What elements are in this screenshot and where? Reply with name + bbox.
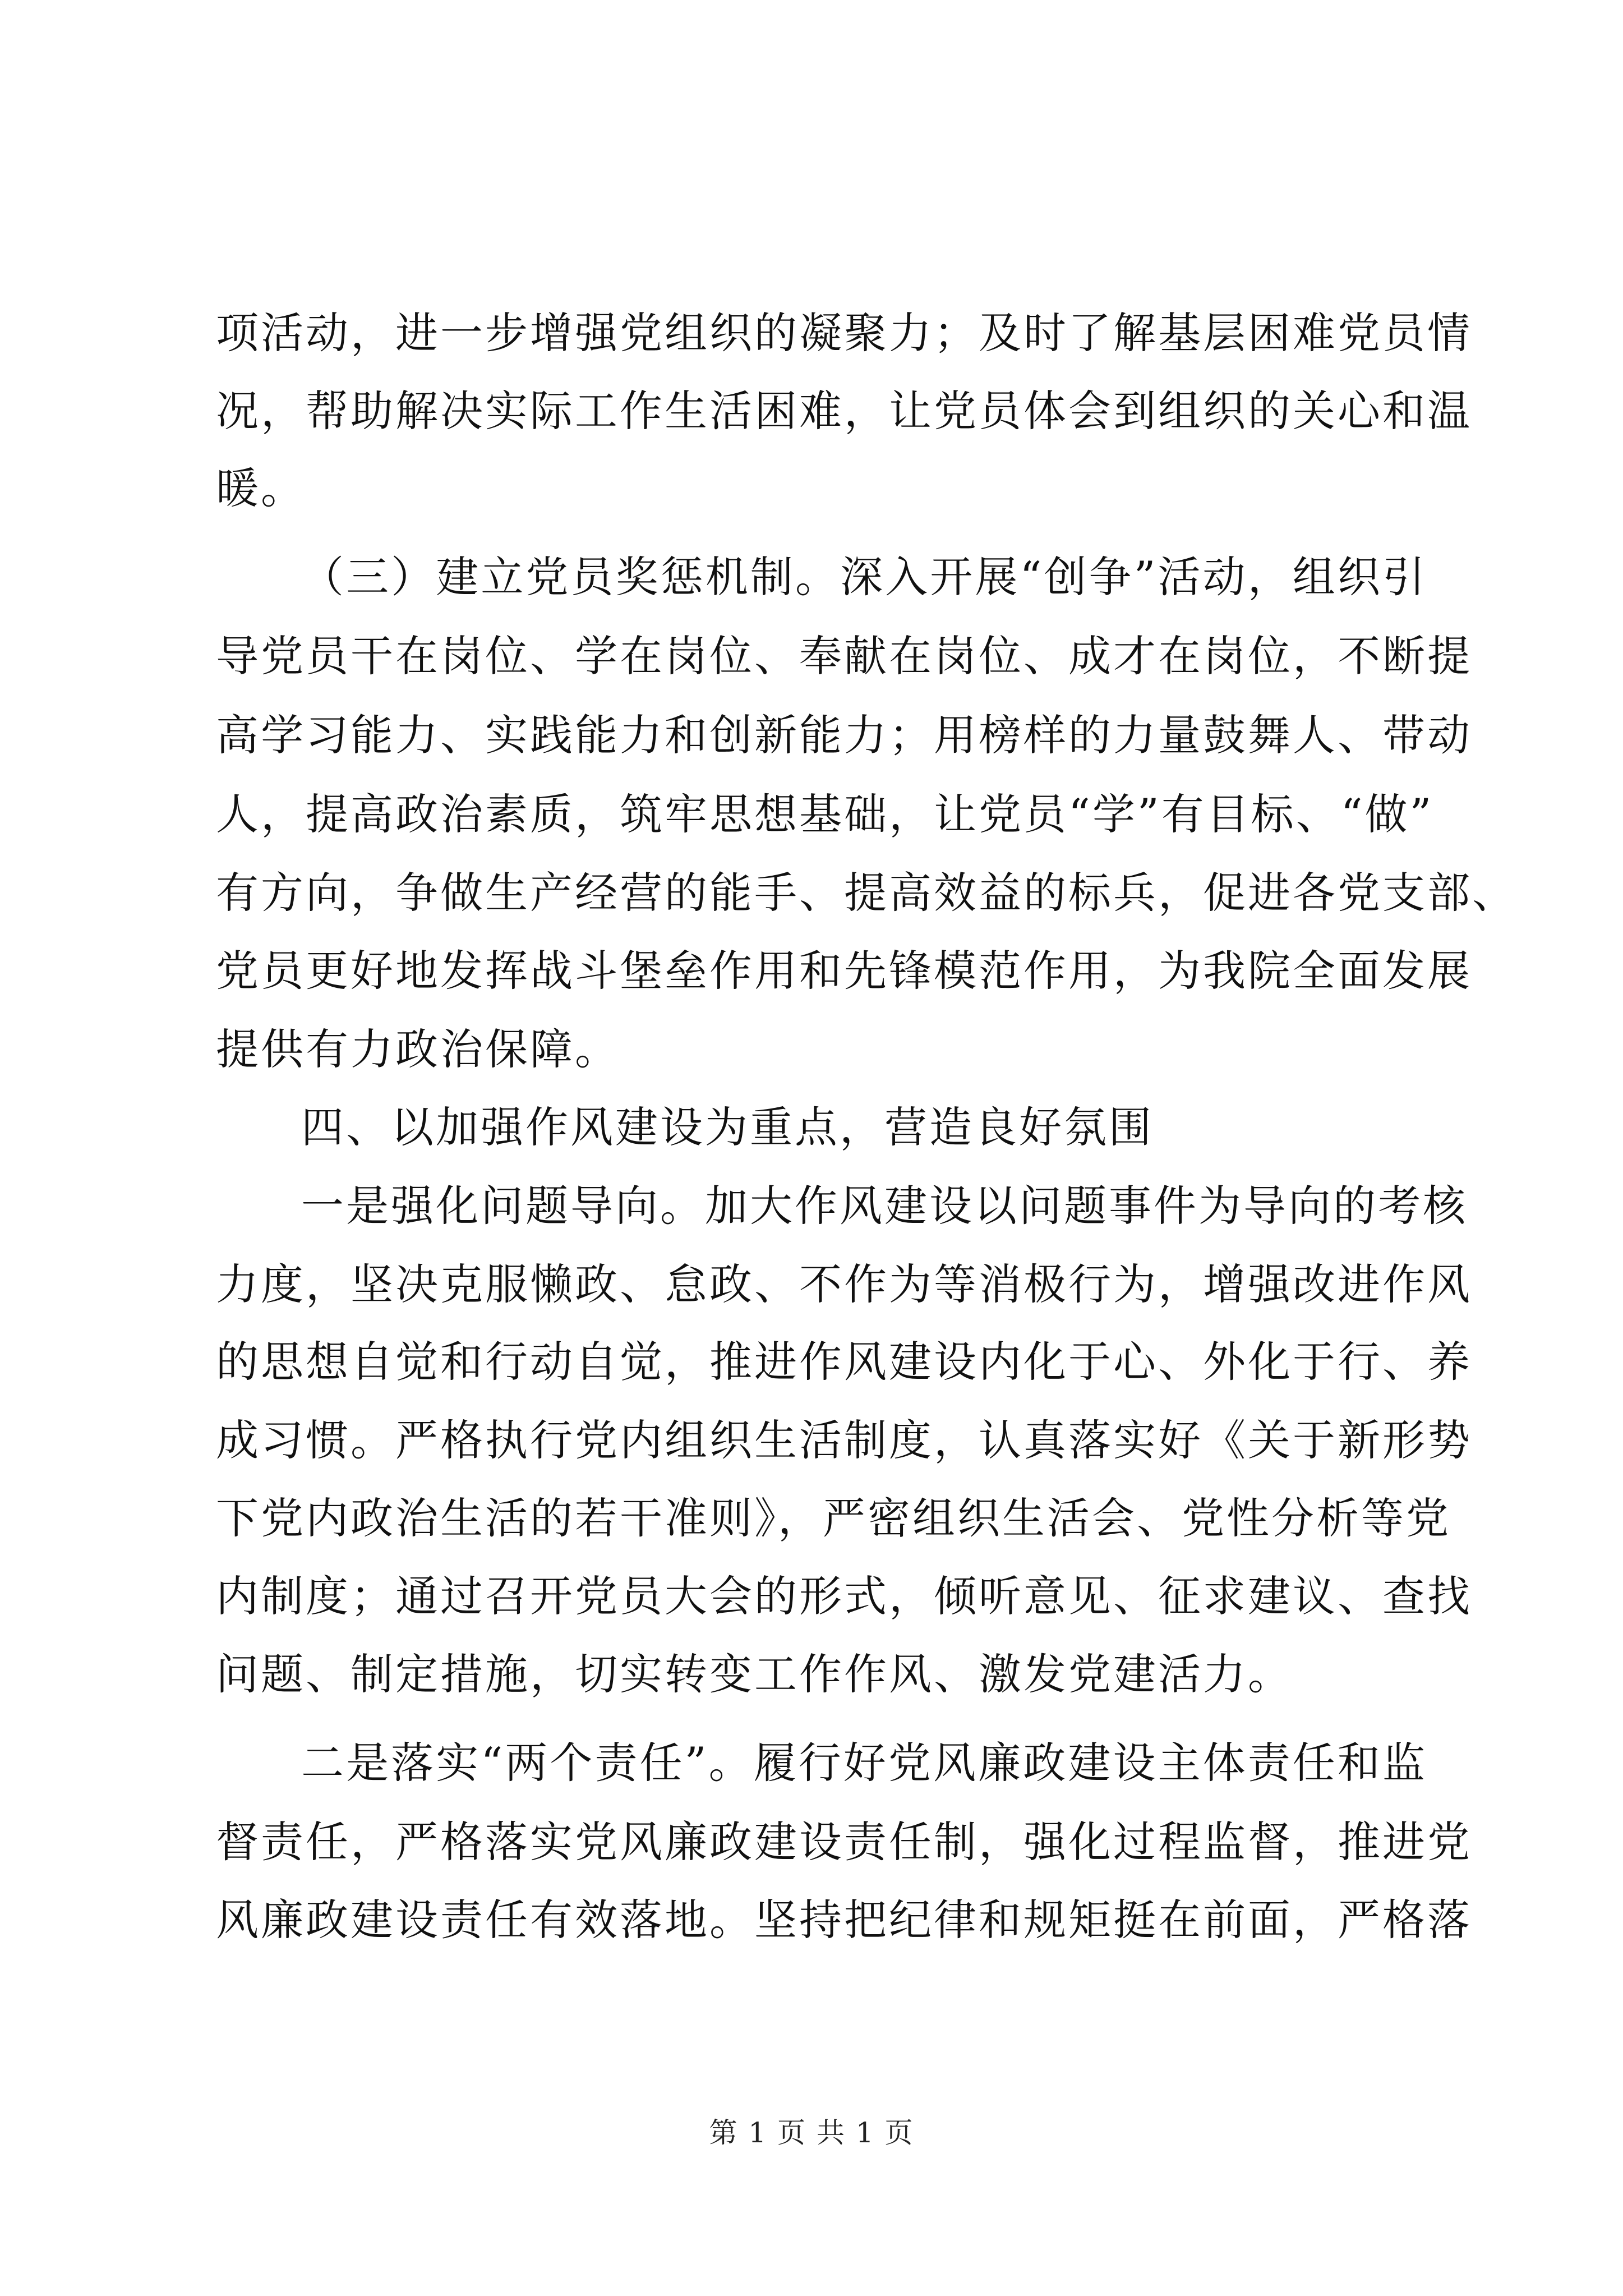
text-line: 人，提高政治素质，筑牢思想基础，让党员“学”有目标、“做” xyxy=(216,789,1434,839)
text-line: 高学习能力、实践能力和创新能力；用榜样的力量鼓舞人、带动 xyxy=(216,710,1472,760)
text-line: 有方向，争做生产经营的能手、提高效益的标兵，促进各党支部、 xyxy=(216,868,1517,918)
text-line: 项活动，进一步增强党组织的凝聚力；及时了解基层困难党员情 xyxy=(216,308,1472,358)
text-line: （三）建立党员奖惩机制。深入开展“创争”活动，组织引 xyxy=(301,552,1427,602)
page-number-footer: 第 1 页 共 1 页 xyxy=(709,2116,914,2149)
text-line: 一是强化问题导向。加大作风建设以问题事件为导向的考核 xyxy=(301,1181,1468,1231)
text-line: 内制度；通过召开党员大会的形式，倾听意见、征求建议、查找 xyxy=(216,1571,1472,1621)
text-line: 提供有力政治保障。 xyxy=(216,1024,620,1074)
text-line: 况，帮助解决实际工作生活困难，让党员体会到组织的关心和温 xyxy=(216,386,1472,436)
text-line: 督责任，严格落实党风廉政建设责任制，强化过程监督，推进党 xyxy=(216,1817,1472,1867)
text-line: 的思想自觉和行动自觉，推进作风建设内化于心、外化于行、养 xyxy=(216,1337,1472,1387)
text-line: 党员更好地发挥战斗堡垒作用和先锋模范作用，为我院全面发展 xyxy=(216,946,1472,996)
text-line: 二是落实“两个责任”。履行好党风廉政建设主体责任和监 xyxy=(301,1738,1427,1788)
text-line: 导党员干在岗位、学在岗位、奉献在岗位、成才在岗位，不断提 xyxy=(216,631,1472,681)
section-heading: 四、以加强作风建设为重点，营造良好氛围 xyxy=(301,1102,1154,1152)
text-line: 暖。 xyxy=(216,463,306,513)
text-line: 下党内政治生活的若干准则》，严密组织生活会、党性分析等党 xyxy=(216,1493,1451,1543)
text-line: 风廉政建设责任有效落地。坚持把纪律和规矩挺在前面，严格落 xyxy=(216,1895,1472,1945)
text-line: 成习惯。严格执行党内组织生活制度，认真落实好《关于新形势 xyxy=(216,1415,1472,1465)
text-line: 力度，坚决克服懒政、怠政、不作为等消极行为，增强改进作风 xyxy=(216,1259,1472,1309)
text-line: 问题、制定措施，切实转变工作作风、激发党建活力。 xyxy=(216,1649,1293,1699)
